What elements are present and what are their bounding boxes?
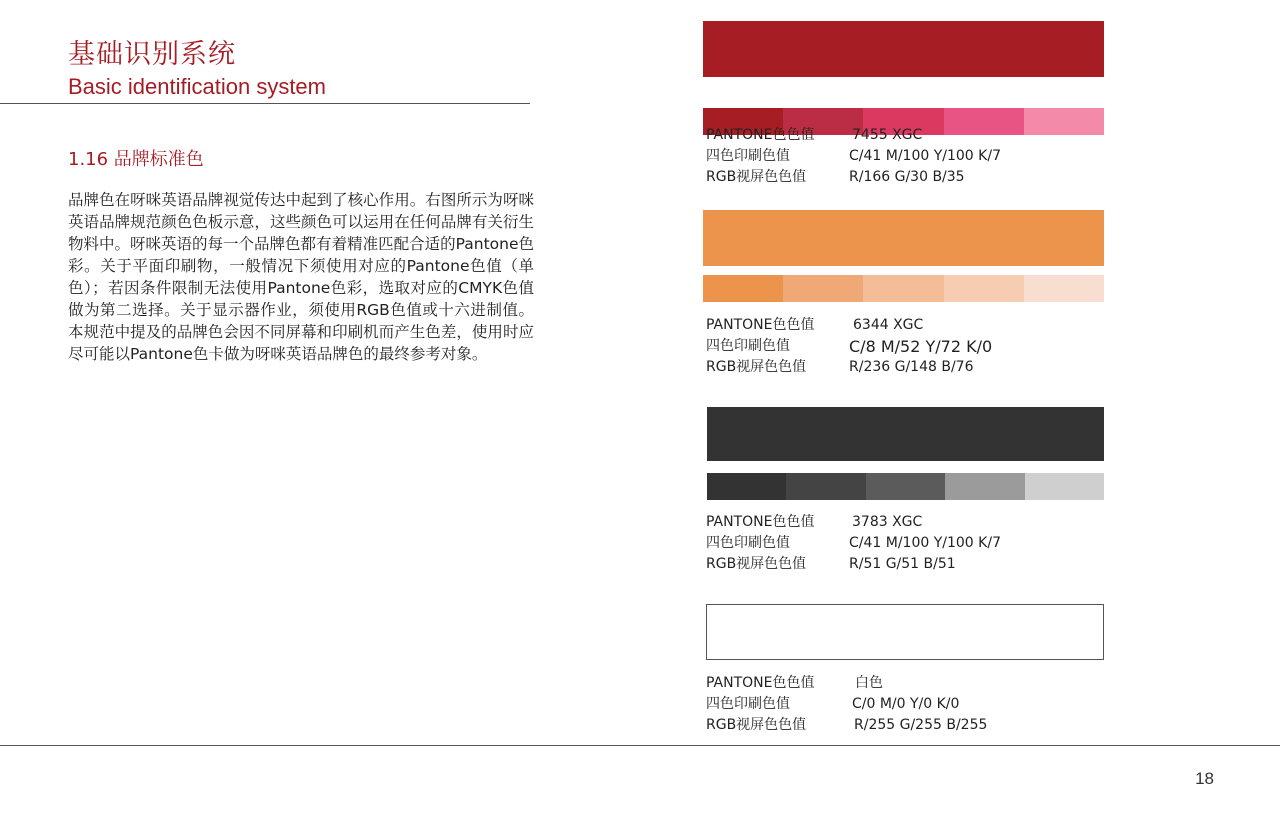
swatch-orange-tint-4 xyxy=(944,275,1024,302)
swatch-dark-gray-main-bar xyxy=(707,407,1104,461)
cmyk-label: 四色印刷色值 xyxy=(706,696,790,712)
rgb-label: RGB视屏色色值 xyxy=(706,717,807,733)
cmyk-value: C/41 M/100 Y/100 K/7 xyxy=(849,535,1001,551)
section-heading: 1.16 品牌标准色 xyxy=(68,149,204,170)
swatch-dark-gray-tint-1 xyxy=(707,473,786,500)
cmyk-value: C/41 M/100 Y/100 K/7 xyxy=(849,148,1001,164)
cmyk-row xyxy=(706,146,1066,167)
swatch-white xyxy=(703,604,1104,740)
cmyk-value: C/8 M/52 Y/72 K/0 xyxy=(849,337,993,356)
swatch-white-main-bar xyxy=(706,604,1104,660)
cmyk-row xyxy=(706,336,1066,357)
title-divider xyxy=(0,103,530,104)
rgb-row xyxy=(706,357,1066,378)
swatch-orange-main-bar xyxy=(703,210,1104,266)
rgb-label: RGB视屏色色值 xyxy=(706,556,807,572)
footer-divider xyxy=(0,745,1280,746)
swatch-dark-gray-tint-5 xyxy=(1025,473,1104,500)
rgb-label: RGB视屏色色值 xyxy=(706,359,807,375)
swatch-dark-gray-tint-3 xyxy=(866,473,945,500)
swatch-dark-gray-tint-strip xyxy=(707,473,1104,500)
pantone-row xyxy=(706,512,1066,533)
rgb-value: R/255 G/255 B/255 xyxy=(854,717,988,733)
page-title-cn: 基础识别系统 xyxy=(68,39,236,70)
cmyk-row xyxy=(706,694,1066,715)
swatch-orange-tint-2 xyxy=(783,275,863,302)
cmyk-value: C/0 M/0 Y/0 K/0 xyxy=(852,696,960,712)
page-number: 18 xyxy=(1195,769,1214,788)
pantone-value: 3783 XGC xyxy=(852,514,923,530)
swatch-red-main-bar xyxy=(703,21,1104,77)
swatch-orange-tint-5 xyxy=(1024,275,1104,302)
swatch-dark-gray-tint-4 xyxy=(945,473,1024,500)
cmyk-label: 四色印刷色值 xyxy=(706,338,790,354)
rgb-row xyxy=(706,554,1066,575)
pantone-label: PANTONE色色值 xyxy=(706,317,815,333)
rgb-label: RGB视屏色色值 xyxy=(706,169,807,185)
rgb-value: R/236 G/148 B/76 xyxy=(849,359,974,375)
pantone-row xyxy=(706,673,1066,694)
pantone-value: 7455 XGC xyxy=(852,127,923,143)
pantone-label: PANTONE色色值 xyxy=(706,675,815,691)
swatch-orange xyxy=(703,210,1104,380)
page-title-en: Basic identification system xyxy=(68,74,326,99)
pantone-row xyxy=(706,315,1066,336)
swatch-dark-gray xyxy=(703,407,1104,577)
swatch-orange-tint-strip xyxy=(703,275,1104,302)
swatch-orange-tint-3 xyxy=(863,275,943,302)
rgb-value: R/166 G/30 B/35 xyxy=(849,169,965,185)
swatch-red xyxy=(703,21,1104,191)
swatch-white-info xyxy=(706,673,1066,736)
swatch-dark-gray-info xyxy=(706,512,1066,575)
section-body-text: 品牌色在呀咪英语品牌视觉传达中起到了核心作用。右图所示为呀咪英语品牌规范颜色色板示意，这些颜色可以运用在任何品牌有关衍生物料中。呀咪英语的每一个品牌色都有着精准匹配合适的Pantone色彩。关于平面印刷物，一般情况下须使用对应的Pantone色值（单色）；若因条件限制无法使用Pantone色彩，选取对应的CMYK色值做为第二选择。关于显示器作业，须使用RGB色值或十六进制值。本规范中提及的品牌色会因不同屏幕和印刷机而产生色差，使用时应尽可能以Pantone色卡做为呀咪英语品牌色的最终参考对象。 xyxy=(68,191,534,363)
pantone-value: 白色 xyxy=(855,675,883,691)
pantone-value: 6344 XGC xyxy=(853,317,924,333)
swatch-orange-info xyxy=(706,315,1066,378)
pantone-label: PANTONE色色值 xyxy=(706,127,815,143)
rgb-value: R/51 G/51 B/51 xyxy=(849,556,956,572)
swatch-orange-tint-1 xyxy=(703,275,783,302)
pantone-row xyxy=(706,125,1066,146)
cmyk-row xyxy=(706,533,1066,554)
cmyk-label: 四色印刷色值 xyxy=(706,148,790,164)
swatch-red-info xyxy=(706,125,1066,188)
cmyk-label: 四色印刷色值 xyxy=(706,535,790,551)
rgb-row xyxy=(706,715,1066,736)
swatch-dark-gray-tint-2 xyxy=(786,473,865,500)
pantone-label: PANTONE色色值 xyxy=(706,514,815,530)
rgb-row xyxy=(706,167,1066,188)
